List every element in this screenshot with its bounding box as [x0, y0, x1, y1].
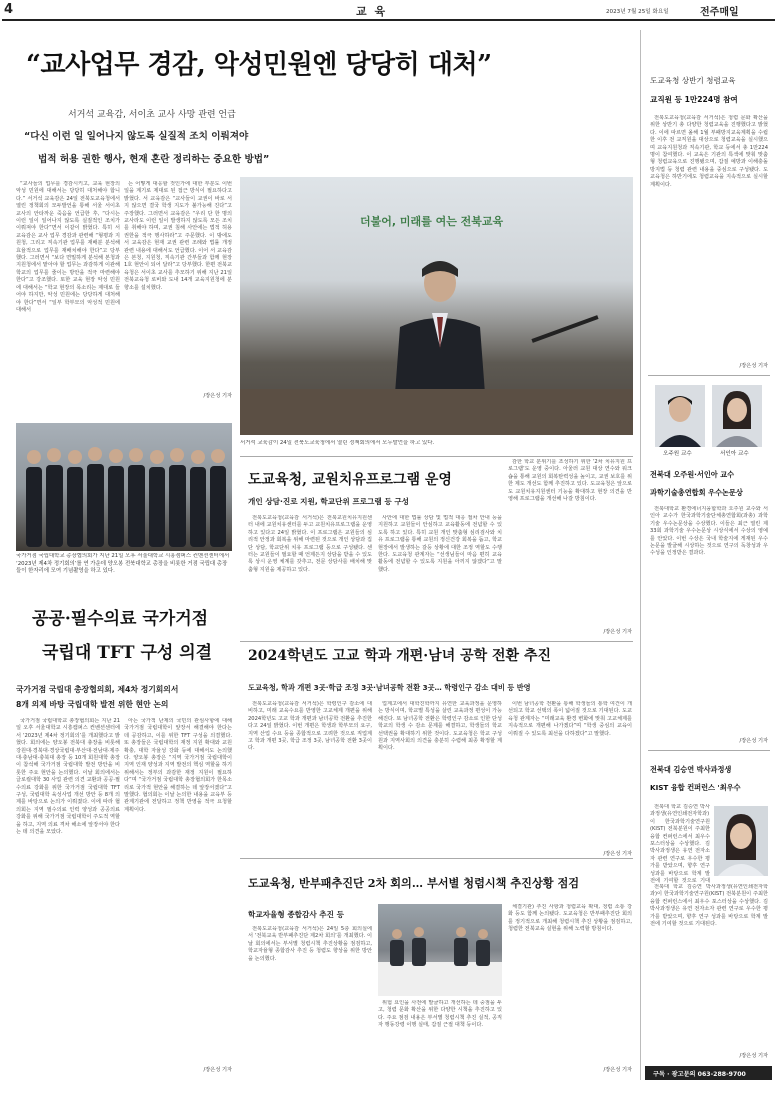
sidebar-item3-byline: /장은성 기자: [739, 1053, 768, 1059]
sidebar-item3-body-top: 전북대 학교 김승연 박사과정생(유연인쇄전자학과)이 한국과학기술연구원(KIST) 전북분원이 주최한 융합 컨퍼런스에서 최우수 포스터상을 수상했다. 김 박사과정생은 유연 전자소자 관련 연구로 우수한 평가를 받았으며, 향후 연구 성과를 바탕으로 학계 발전에 기여할 것으로 기대: [650, 804, 710, 884]
sidebar-item2-kicker: 전북대 오주원·서인아 교수: [650, 470, 735, 479]
article4-top-rule: [240, 641, 633, 642]
main-byline: /장은성 기자: [203, 393, 232, 399]
header-rule: [2, 19, 775, 21]
article2-headline-1: 공공·필수의료 국가거점: [32, 609, 209, 629]
article3-col-1: 전북도교육청(교육감 서거석)은 전북교원치유지원센터 내에 교원치유센터를 두고 교원치유프로그램을 운영하고 있다고 24일 밝혔다. 이 프로그램은 교원들의 심리적 안정과 회복을 위해 마련된 것으로 개인 상담과 집단 상담, 학교단위 치유 프로그램 등으로 구성됐다. 센터는 교원들이 필요할 때 언제든지 상담을 받을 수 있도록 상시 운영 체계를 갖추고, 전문 상담사를 배치해 맞춤형 지원을 제공하고 있다.: [248, 515, 372, 573]
article5-sub: 학교자율형 종합감사 추진 등: [248, 910, 344, 919]
article4-byline: /장은성 기자: [603, 851, 632, 857]
portrait-seo-ina: [712, 385, 762, 447]
article2-sub-2: 8개 의제 바탕 국립대학 발전 위한 현안 논의: [16, 700, 169, 709]
main-deck-line-1: “다신 이런 일 일어나지 않도록 실질적 조치 이뤄져야: [24, 131, 249, 142]
article3-col-2: 사안에 대한 법률 상담 및 법적 대응 절차 안내 등을 지원하고 교원들이 안심하고 교육활동에 전념할 수 있도록 하고 있다. 특히 교원 개인 맞춤형 심리검사와 치유 프로그램을 통해 교원의 정신건강 회복을 돕고, 학교 현장에서 발생하는 갈등 상황에 대한 조정 역할도 수행한다. 도교육청 관계자는 “선생님들이 마음 편히 교육활동에 전념할 수 있도록 지원을 아끼지 않겠다”고 말했다.: [378, 515, 502, 573]
sidebar-rule-2: [648, 750, 770, 751]
ad-text: 구독 · 광고문의 063-288-9700: [653, 1071, 746, 1078]
article4-col-3: 이번 남녀공학 전환을 통해 학생들의 통학 여건이 개선되고 학교 선택의 폭이 넓어질 것으로 기대된다. 도교육청 관계자는 “미래교육 환경 변화에 맞춰 고교체제를 지속적으로 개편해 나가겠다”며 “학생 중심의 교육이 이뤄질 수 있도록 최선을 다하겠다”고 말했다.: [508, 701, 632, 737]
group-photo: [16, 423, 232, 551]
portrait-seo-label: 서인아 교수: [720, 451, 749, 457]
sidebar-item2-body: 전북대학교 환경에너지융합학과 오주원 교수와 서인아 교수가 한국과학기술단체총연합회(과총) 과학기술 우수논문상을 수상했다. 이들은 최근 열린 제33회 과학기술 우수논문상 시상식에서 수상의 영예를 안았다. 이번 수상은 국내 학술지에 게재된 우수 논문을 발굴해 시상하는 것으로 연구의 독창성과 우수성을 인정받은 결과다.: [650, 506, 768, 557]
article3-headline: 도교육청, 교원치유프로그램 운영: [248, 472, 452, 488]
article4-sub: 도교육청, 학과 개편 3곳·학급 조정 3곳·남녀공학 전환 3곳… 학령인구 감소 대비 등 반영: [248, 683, 531, 692]
article4-headline: 2024학년도 고교 학과 개편·남녀 공학 전환 추진: [248, 648, 551, 664]
sidebar-item1-kicker: 도교육청 상반기 청렴교육: [650, 76, 736, 85]
group-figures: [16, 437, 232, 551]
page-header: [0, 0, 777, 20]
article4-col-2: 업계고에서 대학진학까지 유연한 교육과정을 운영하는 방식이며, 학교별 특성을 살린 교육과정 편성이 가능해진다. 또 남녀공학 전환은 학령인구 감소로 인한 단성학교의 학생 수 감소 문제를 해결하고, 학생들의 학교 선택권을 확대하기 위한 것이다. 도교육청은 학교 구성원과 지역사회의 의견을 충분히 수렴해 최종 확정할 계획이다.: [378, 701, 502, 752]
article2-byline: /장은성 기자: [203, 1067, 232, 1073]
group-photo-caption: 국가거점 국립대학교 총장협의회가 지난 21일 오후 서울대학교 시흥캠퍼스 컨벤션센터에서 ‘2023년 제4차 정기회의’를 연 가운데 양오봉 전북대학교 총장을 비롯한 거점 국립대 총장들이 한자리에 모여 기념촬영을 하고 있다.: [16, 553, 230, 575]
section-label: 교 육: [356, 5, 388, 18]
article5-top-rule: [240, 858, 633, 859]
article3-sub: 개인 상담·진로 지원, 학교단위 프로그램 등 구성: [248, 497, 410, 506]
sidebar-item1-title: 교직원 등 1만224명 참여: [650, 95, 738, 104]
portrait-kim-seungyeon: [714, 806, 768, 876]
article5-headline: 도교육청, 반부패추진단 2차 회의… 부서별 청렴시책 추진상황 점검: [248, 876, 580, 890]
article3-top-rule: [240, 456, 633, 457]
article5-byline: /장은성 기자: [603, 1067, 632, 1073]
sidebar-divider: [640, 30, 641, 1080]
speaker-figure: [380, 257, 500, 407]
article5-col-1: 전북도교육청(교육감 서거석)은 24일 5층 회의실에서 ‘전북교육 반부패추진단 제2차 회의’를 개최했다. 이날 회의에서는 부서별 청렴시책 추진상황을 점검하고, 학교자율형 종합감사 추진 등 청렴도 향상을 위한 방안을 논의했다.: [248, 926, 372, 962]
sidebar-item3-body-bottom: 전북대 학교 김승연 박사과정생(유연인쇄전자학과)이 한국과학기술연구원(KIST) 전북분원이 주최한 융합 컨퍼런스에서 최우수 포스터상을 수상했다. 김 박사과정생은 유연 전자소자 관련 연구로 우수한 평가를 받았으며, 향후 연구 성과를 바탕으로 학계 발전에 기여할 것으로 기대된다.: [650, 884, 768, 928]
sidebar-item1-body: 전북도교육청(교육감 서거석)은 청렴 문화 확산을 위한 상반기 총 다양한 청렴교육을 진행했다고 밝혔다. 이에 따르면 올해 1월 부패방지교육계획을 수립한 이후 전 교직원을 대상으로 청렴교육을 실시했으며 교육지원청과 직속기관, 학교 등에서 총 1만224명이 참여했다. 이 교육은 기관의 특색에 맞춰 맞춤형 청렴교육으로 진행됐으며, 갑질 예방과 이해충돌방지법 등 청렴 관련 내용을 중심으로 구성됐다. 도교육청은 하반기에도 청렴교육을 지속적으로 실시할 계획이다.: [650, 115, 768, 188]
microphone: [531, 315, 598, 343]
article2-col-2: 아는 국가적 난제의 국민의 관심사항에 대해 국가거점 국립대학이 앞장서 해결해야 한다는 데 공감하고, 이를 위한 TFT 구성을 의결했다. 또 총장들은 국립대학의 재정 지원 확대와 교원 확충, 대학 자율성 강화 등에 대해서도 논의했다. 양오봉 총장은 “지역 국가거점 국립대학이 지역 인재 양성과 지역 발전의 핵심 역할을 하기 위해서는 정부의 과감한 재정 지원이 필요하다”며 “국가거점 국립대학 총장협의회가 한목소리로 국가적 현안을 해결하는 데 앞장서겠다”고 말했다. 협의회는 이날 논의한 내용을 교육부 등 관계기관에 전달하고 정책 반영을 적극 요청할 계획이다.: [124, 718, 232, 813]
person-icon: [712, 385, 762, 447]
portrait-oh-label: 오주원 교수: [663, 451, 692, 457]
main-article-col-2: 는 어떻게 대응할 것인가에 대한 부분도 이번 일을 계기로 제대로 된 접근 방식이 필요하다고 밝혔다. 서 교육감은 “교사들이 교권이 바로 서지 않으면 결국 학생 지도가 불가능해 진다”고 주장했다. 그러면서 교육감은 “우리 단 한 명의 교사라도 이런 일이 발생하지 않도록 모든 조치를 취해야 하며, 교권 침해 사안에는 법적 허용 권한을 적극 행사하라”고 주문했다. 이 밖에도 서 교육감은 현재 교권 관련 조례와 법률 개정 관련 내용에 대해서도 언급했다. 이어 서 교육감은 본청, 지원청, 직속기관 간부들과 함께 현장 1호 현안이 되어 달라”고 당부했다. 한편 전북교육청은 서이초 교사를 추모하기 위해 지난 21일 전북교육청 로비와 도내 14개 교육지원청에 분향소를 설치했다.: [124, 181, 232, 291]
person-icon: [714, 806, 768, 876]
page-number: 4: [4, 2, 14, 17]
article4-col-1: 전북도교육청(교육감 서거석)은 학령인구 감소에 대비하고, 미래 교육수요를 반영한 고교체제 개편을 위해 2024학년도 고교 학과 개편과 남녀공학 전환을 추진한다고 24일 밝혔다. 이번 개편은 학생과 학부모의 요구, 지역 산업 수요 등을 종합적으로 고려한 것으로 직업계고 학과 개편 3곳, 학급 조정 3곳, 남녀공학 전환 3곳이다.: [248, 701, 372, 752]
portrait-oh-juwon: [655, 385, 705, 447]
sidebar-rule-1: [648, 375, 770, 376]
main-article-col-1: “교사들의 업무를 경감시키고, 교육 현장의 악성 민원에 대해서는 당당히 대처해야 합니다.” 서거석 교육감은 24일 전북도교육청에서 열린 정책회의 모두발언을 통해 서울 서이초 교사의 안타까운 죽음을 언급한 후, “다시는 이런 일이 일어나지 않도록 실질적인 조치가 이뤄져야 한다”면서 이같이 밝혔다. 특히 서 교육감은 교사 업무 경감과 관련해 “형평과 지원청, 그리고 직속기관 업무를 재배분 분석해 효율적으로 업무를 재배치해야 한다”고 당부했다. 그러면서 “보다 면밀하게 분석해 본청과 지원청에서 맡아야 할 업무는 과감하게 이관해 학교의 업무를 줄이는 방안을 적극 마련해야 한다”고 강조했다. 또한 교육 현장 악성 민원에 대해서는 “학교 현장의 목소리는 제대로 들어야 하지만, 악성 민원에는 당당하게 대처해야 한다”면서 “일부 학부모의 악성적 민원에 대해서: [16, 181, 120, 313]
meeting-photo: [378, 904, 502, 996]
ad-banner: [645, 1066, 772, 1080]
article5-col-3: 체결기관) 추진 사항과 청렴교육 확대, 청렴 소통 강화 등도 함께 논의됐다. 도교육청은 반부패추진단 회의를 정기적으로 개최해 청렴시책 추진 상황을 점검하고, 청렴한 전북교육 실현을 위해 노력할 방침이다.: [508, 904, 632, 933]
article2-headline-2: 국립대 TFT 구성 의결: [42, 643, 213, 663]
article3-byline: /장은성 기자: [603, 629, 632, 635]
sidebar-item2-byline: /장은성 기자: [739, 738, 768, 744]
main-headline: “교사업무 경감, 악성민원엔 당당히 대처”: [26, 50, 492, 80]
meeting-figures: [378, 904, 502, 996]
issue-date: 2023년 7월 25일 화요일: [606, 9, 669, 15]
sidebar-item3-title: KIST 융합 컨퍼런스 '최우수: [650, 783, 741, 792]
main-photo-caption: 서거석 교육감이 24일 전북도교육청에서 열린 정책회의에서 모두발언을 하고 있다.: [240, 440, 435, 446]
article3-col-3: 감한 학교 분위기를 조성하기 위한 ‘2차 치유지원 프로그램’도 운영 중이다. 아울러 교원 대상 연수와 워크숍을 통해 교원의 회복탄력성을 높이고, 교권 보호를 위한 제도 개선도 함께 추진하고 있다. 도교육청은 앞으로도 교원치유지원센터 기능을 확대하고 현장 의견을 반영해 프로그램을 개선해 나갈 방침이다.: [508, 459, 632, 503]
masthead: 전주매일: [700, 7, 739, 18]
article5-col-2: 위험 요인을 사전에 발굴하고 개선하는 데 중점을 두고, 청렴 문화 확산을 위한 다양한 시책을 추진하고 있다. 주요 점검 내용은 부서별 청렴시책 추진 실적, 공직자 행동강령 이행 실태, 갑질 근절 대책 등이다.: [378, 1000, 502, 1029]
sidebar-item2-title: 과학기술총연합회 우수논문상: [650, 488, 743, 497]
article2-col-1: 국가거점 국립대학교 총장협의회는 지난 21일 오후 서울대학교 시흥캠퍼스 컨벤션센터에서 ‘2023년 제4차 정기회의’를 개최했다고 밝혔다. 회의에는 양오봉 전북대 총장을 비롯해 강원대·경북대·경상국립대·부산대·전남대·제주대·충남대·충북대 총장 등 10개 회원대학 총장이 참석해 국가거점 국립대학 발전 방안을 비롯한 주요 현안을 논의했다. 이날 회의에서는 글로컬대학 30 사업 관련 의견 교환과 공공·필수의료 강화를 위한 국가거점 국립대학 TFT 구성, 국립대학 육성사업 개선 방안 등 8개 의제를 바탕으로 논의가 이뤄졌다. 이에 따라 협의회는 지역 필수의료 인력 양성과 공공의료 강화를 위해 국가거점 국립대학이 주도적 역할을 하고, 지역 의료 격차 해소에 앞장서야 한다는 데 의견을 모았다.: [16, 718, 120, 836]
main-subhead: 서거석 교육감, 서이초 교사 사망 관련 언급: [68, 110, 236, 120]
main-deck-line-2: 법적 허용 권한 행사, 현재 혼란 정리하는 중요한 방법”: [38, 154, 270, 165]
person-icon: [655, 385, 705, 447]
article2-sub-1: 국가거점 국립대 총장협의회, 제4차 정기회의서: [16, 685, 179, 694]
sidebar-item3-kicker: 전북대 김승연 박사과정생: [650, 765, 732, 774]
table-edge: [240, 389, 633, 435]
sidebar-item1-byline: /장은성 기자: [739, 363, 768, 369]
main-photo: [240, 177, 633, 435]
backdrop-slogan: 더불어, 미래를 여는 전북교육: [360, 215, 504, 228]
